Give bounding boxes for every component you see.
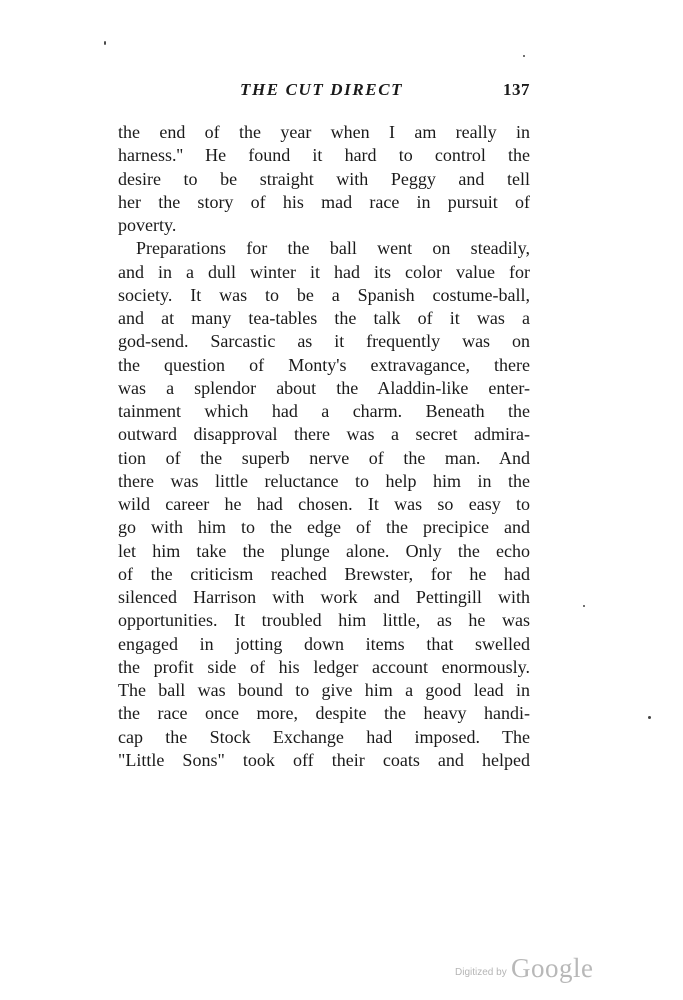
scan-speck [104,41,106,45]
text-line: of the criticism reached Brewster, for he had [118,563,530,584]
digitized-label: Digitized by [455,967,507,978]
text-line: tainment which had a charm. Beneath the [118,401,530,421]
text-line: engaged in jotting down items that swelled [118,633,530,654]
text-line: the profit side of his ledger account enormously. [118,656,530,677]
scan-speck [648,716,651,719]
text-line: "Little Sons" took off their coats and helped [118,749,530,770]
text-line: go with him to the edge of the precipice and [118,517,530,538]
page-number: 137 [503,80,530,99]
scan-speck [583,605,585,607]
text-line: tion of the superb nerve of the man. And [118,447,530,468]
text-line: cap the Stock Exchange had imposed. The [118,726,530,747]
text-line: god-send. Sarcastic as it frequently was on [118,331,530,352]
text-line: the question of Monty's extravagance, there [118,354,530,375]
body-text [118,121,530,772]
text-line: desire to be straight with Peggy and tell [118,168,530,189]
running-title: THE CUT DIRECT [240,80,404,99]
text-line: The ball was bound to give him a good lead in [118,680,530,700]
text-line: and in a dull winter it had its color value for [118,261,530,282]
text-line: let him take the plunge alone. Only the echo [118,540,530,561]
google-watermark [455,950,595,984]
text-line: the end of the year when I am really in [118,122,530,142]
text-line: Preparations for the ball went on steadily, [136,238,530,259]
text-line: wild career he had chosen. It was so easy to [118,494,530,514]
text-line: her the story of his mad race in pursuit of [118,191,530,212]
text-line: silenced Harrison with work and Pettingill with [118,587,530,607]
text-line: the race once more, despite the heavy handi- [118,703,530,724]
text-line: there was little reluctance to help him in the [118,470,530,491]
text-line: outward disapproval there was a secret admira- [118,424,530,445]
text-line: poverty. [118,215,177,235]
text-line: society. It was to be a Spanish costume-ball, [118,284,530,305]
text-line: was a splendor about the Aladdin-like enter- [118,377,530,398]
text-line: and at many tea-tables the talk of it was a [118,308,530,328]
google-logo: Google [511,953,594,983]
scan-speck [523,55,525,57]
text-line: harness.'' He found it hard to control the [118,145,530,166]
running-head [118,80,530,106]
text-line: opportunities. It troubled him little, as he was [118,610,530,631]
